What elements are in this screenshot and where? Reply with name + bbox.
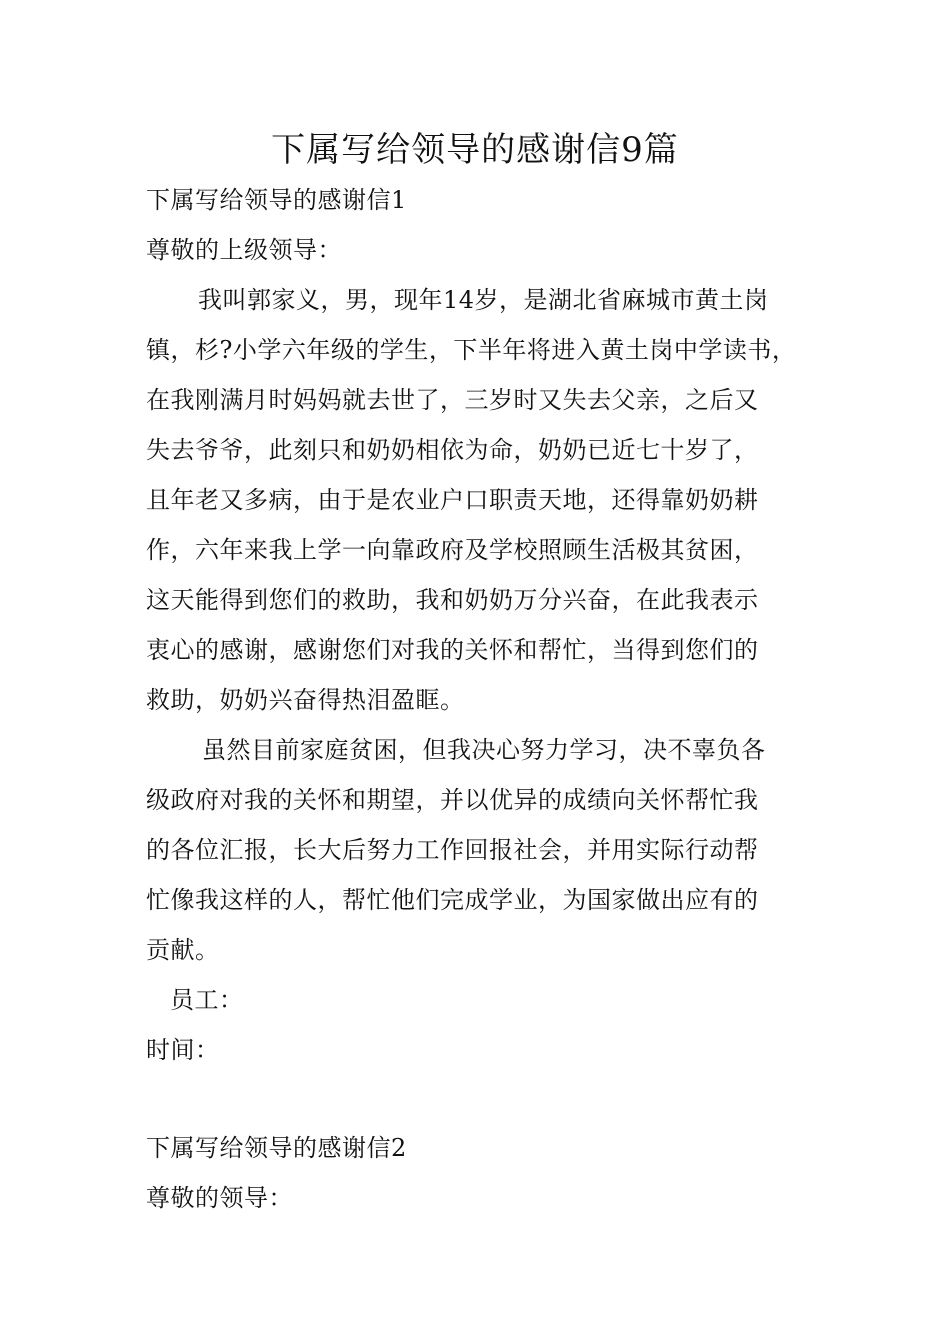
letter2-salutation: 尊敬的领导： — [146, 1184, 293, 1212]
paragraph-line: 衷心的感谢，感谢您们对我的关怀和帮忙，当得到您们的 — [146, 636, 759, 664]
letter1-heading: 下属写给领导的感谢信1 — [146, 186, 407, 214]
letter1-date-label: 时间： — [146, 1036, 220, 1064]
letter2-heading: 下属写给领导的感谢信2 — [146, 1134, 407, 1162]
document-title: 下属写给领导的感谢信9篇 — [271, 130, 679, 170]
paragraph-line: 我叫郭家义，男，现年14岁，是湖北省麻城市黄土岗 — [198, 286, 769, 314]
paragraph-line: 救助，奶奶兴奋得热泪盈眶。 — [146, 686, 465, 714]
paragraph-line: 贡献。 — [146, 936, 220, 964]
paragraph-line: 这天能得到您们的救助，我和奶奶万分兴奋，在此我表示 — [146, 586, 759, 614]
paragraph-line: 级政府对我的关怀和期望，并以优异的成绩向关怀帮忙我 — [146, 786, 759, 814]
paragraph-line: 失去爷爷，此刻只和奶奶相依为命，奶奶已近七十岁了， — [146, 436, 759, 464]
letter1-salutation: 尊敬的上级领导： — [146, 236, 342, 264]
paragraph-line: 镇，杉?小学六年级的学生，下半年将进入黄土岗中学读书， — [146, 336, 797, 364]
paragraph-line: 在我刚满月时妈妈就去世了，三岁时又失去父亲，之后又 — [146, 386, 759, 414]
paragraph-line: 的各位汇报，长大后努力工作回报社会，并用实际行动帮 — [146, 836, 759, 864]
paragraph-line: 虽然目前家庭贫困，但我决心努力学习，决不辜负各 — [202, 736, 766, 764]
letter1-signature: 员工： — [170, 986, 244, 1014]
paragraph-line: 且年老又多病，由于是农业户口职责天地，还得靠奶奶耕 — [146, 486, 759, 514]
paragraph-line: 作，六年来我上学一向靠政府及学校照顾生活极其贫困， — [146, 536, 759, 564]
paragraph-line: 忙像我这样的人，帮忙他们完成学业，为国家做出应有的 — [146, 886, 759, 914]
